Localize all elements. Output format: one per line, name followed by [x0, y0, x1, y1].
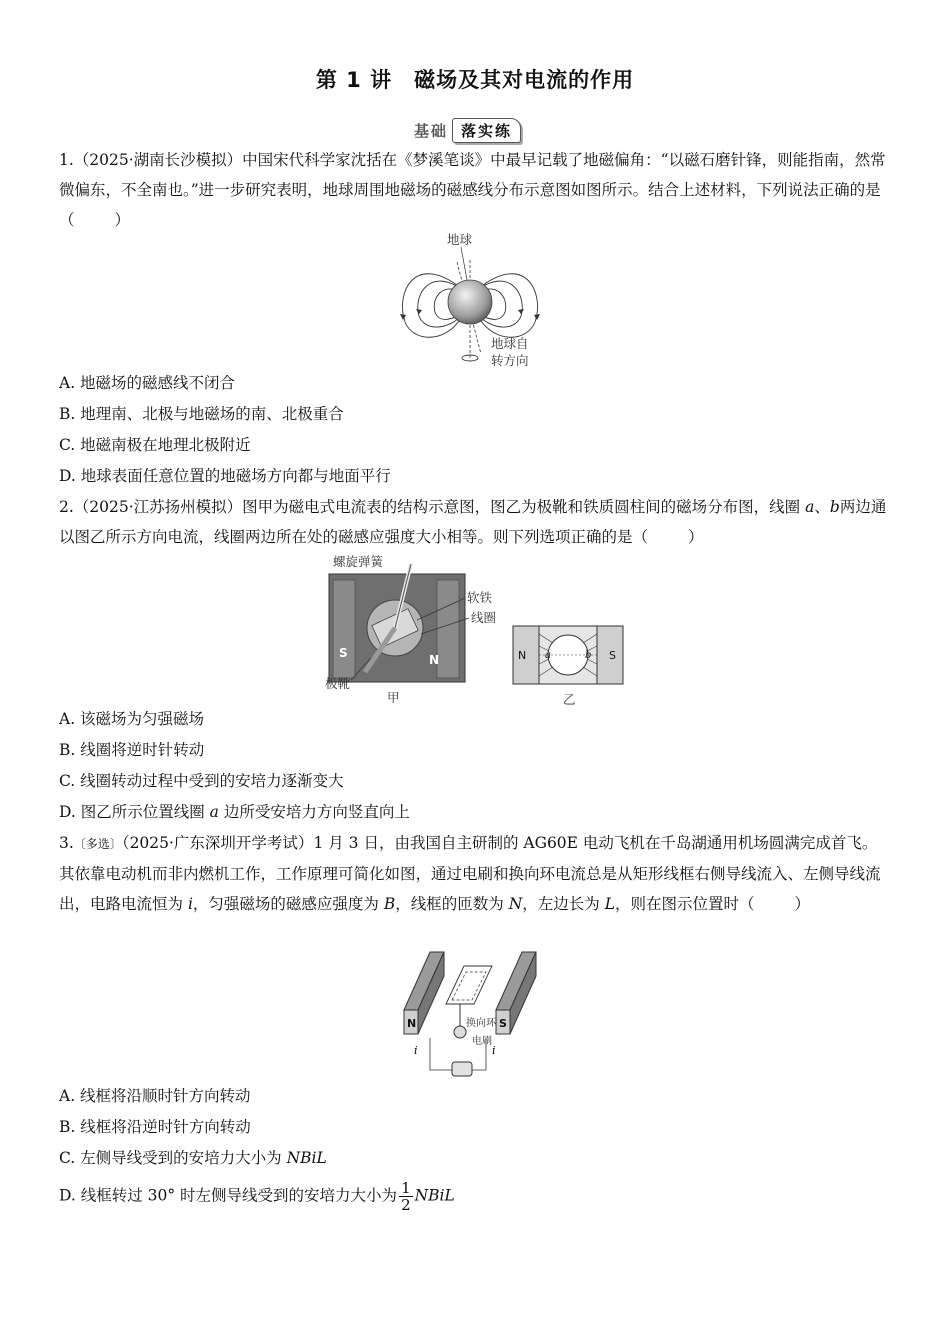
section-badge — [410, 118, 521, 142]
spring-label: 螺旋弹簧 — [333, 554, 384, 569]
pole-s-label: S — [339, 646, 348, 660]
commutator-label: 换向环 — [466, 1018, 496, 1029]
multi-select-tag: 〔多选〕 — [73, 837, 122, 851]
rotation-label-1: 地球自 — [491, 336, 529, 351]
earth-magnetic-field-figure — [395, 232, 555, 374]
brush-label: 电刷 — [472, 1036, 492, 1047]
coil-label: 线圈 — [471, 610, 497, 625]
q1-option-d[interactable]: D. 地球表面任意位置的地磁场方向都与地面平行 — [59, 467, 391, 485]
motor-figure — [400, 948, 550, 1080]
q2-option-d[interactable]: D. 图乙所示位置线圈 a 边所受安培力方向竖直向上 — [59, 803, 410, 821]
badge-left: 基础 — [414, 121, 449, 140]
q3-option-c[interactable]: C. 左侧导线受到的安培力大小为 NBiL — [59, 1149, 327, 1167]
q3-option-a[interactable]: A. 线框将沿顺时针方向转动 — [59, 1087, 251, 1105]
q2-option-c[interactable]: C. 线圈转动过程中受到的安培力逐渐变大 — [59, 772, 344, 790]
question-2-stem: 2.（2025·江苏扬州模拟）图甲为磁电式电流表的结构示意图，图乙为极靴和铁质圆柱间的磁场分布图，线圈 a、b两边通以图乙所示方向电流，线圈两边所在处的磁感应强度大小相等。则下列选项正确的是（ ） — [59, 498, 887, 546]
q1-option-a[interactable]: A. 地磁场的磁感线不闭合 — [59, 374, 236, 392]
fig-yi-b: b — [585, 650, 592, 661]
q2-option-a[interactable]: A. 该磁场为匀强磁场 — [59, 710, 205, 728]
q3-option-d[interactable]: D. 线框转过 30° 时左侧导线受到的安培力大小为 $\frac{1}{2}$ NBiL — [59, 1179, 455, 1214]
fig-yi-a: a — [545, 650, 551, 661]
q1-option-b[interactable]: B. 地理南、北极与地磁场的南、北极重合 — [59, 405, 344, 423]
galvanometer-figure — [325, 552, 635, 708]
page-title — [0, 64, 950, 94]
earth-label: 地球 — [447, 232, 473, 247]
motor-pole-n: N — [407, 1017, 417, 1030]
current-i-right: i — [492, 1044, 496, 1057]
lecture-topic: 磁场及其对电流的作用 — [414, 68, 635, 92]
question-3-stem: 3.〔多选〕（2025·广东深圳开学考试）1 月 3 日，由我国自主研制的 AG60E 电动飞机在千岛湖通用机场圆满完成首飞。其依靠电动机而非内燃机工作，工作原理可简化如图，通过电刷和换向环电流总是从矩形线框右侧导线流入、左侧导线流出，电路电流恒为 i，匀强磁场的磁感应强度为 B，线框的匝数为 N，左边长为 L，则在图示位置时（ ） — [59, 834, 881, 913]
fraction-one-half: $\frac{1}{2}$ — [401, 1179, 411, 1214]
pole-n-label: N — [429, 653, 440, 667]
fig-yi-pole-s: S — [609, 649, 616, 662]
q3-option-b[interactable]: B. 线框将沿逆时针方向转动 — [59, 1118, 251, 1136]
figure-yi-label: 乙 — [563, 692, 576, 707]
question-1-stem: 1.（2025·湖南长沙模拟）中国宋代科学家沈括在《梦溪笔谈》中最早记载了地磁偏角：“以磁石磨针锋，则能指南，然常微偏东，不全南也。”进一步研究表明，地球周围地磁场的磁感线分布示意图如图所示。结合上述材料，下列说法正确的是（ ） — [59, 151, 886, 229]
q1-option-c[interactable]: C. 地磁南极在地理北极附近 — [59, 436, 251, 454]
fig-yi-pole-n: N — [518, 649, 527, 662]
q2-option-b[interactable]: B. 线圈将逆时针转动 — [59, 741, 205, 759]
current-i-left: i — [414, 1044, 418, 1057]
figure-jia-label: 甲 — [387, 690, 400, 705]
rotation-label-2: 转方向 — [491, 353, 529, 368]
badge-right: 落实练 — [452, 118, 521, 143]
pole-shoe-label: 极靴 — [325, 676, 351, 691]
soft-iron-label: 软铁 — [467, 590, 493, 605]
motor-pole-s: S — [499, 1017, 507, 1030]
lecture-number: 第 1 讲 — [315, 68, 393, 92]
